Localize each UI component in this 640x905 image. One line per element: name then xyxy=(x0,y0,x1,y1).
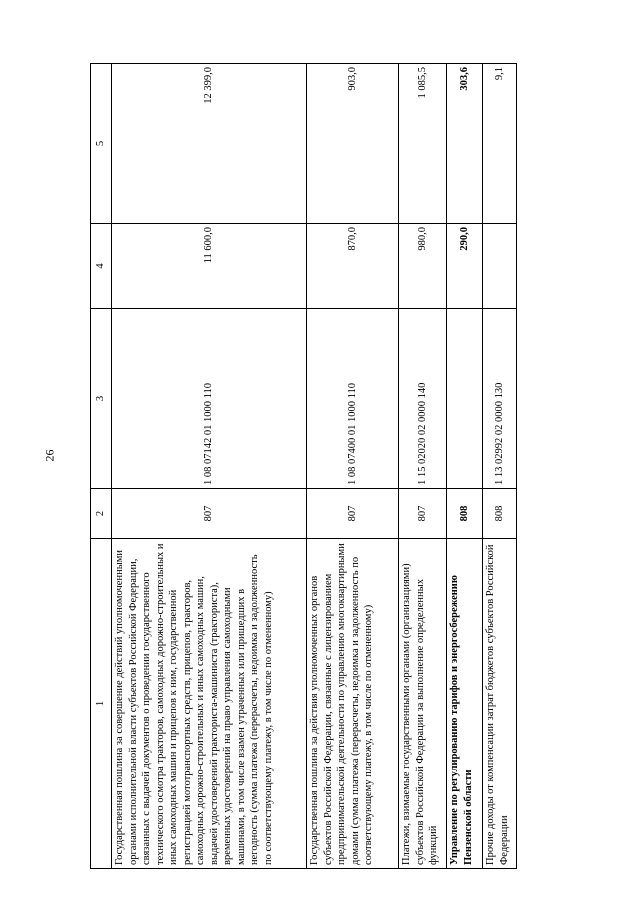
table-row xyxy=(399,64,447,869)
row-value-5: 9,1 xyxy=(483,64,517,224)
col-header-5: 5 xyxy=(91,64,112,224)
col-header-3: 3 xyxy=(91,309,112,489)
row-value-4: 290,0 xyxy=(447,224,483,309)
page-number: 26 xyxy=(42,449,57,462)
row-name: Прочие доходы от компенсации затрат бюджетов субъектов Российской Федерации xyxy=(483,539,517,869)
row-budget-code: 1 08 07400 01 1000 110 xyxy=(307,309,399,489)
row-admin-code: 807 xyxy=(112,489,307,539)
row-admin-code: 807 xyxy=(307,489,399,539)
row-budget-code: 1 13 02992 02 0000 130 xyxy=(483,309,517,489)
row-value-5: 303,6 xyxy=(447,64,483,224)
row-name: Государственная пошлина за действия уполномоченных органов субъектов Российской Федерации, связанные с лицензированием предпринимательской деятельности по управлению многоквартирными домами (сумма платежа (перерасчеты, недоимка и задолженность по соответствующему платежу, в том числе по отмененному) xyxy=(307,539,399,869)
row-admin-code: 808 xyxy=(483,489,517,539)
row-value-5: 1 085,5 xyxy=(399,64,447,224)
revenue-table xyxy=(90,63,517,869)
row-value-4: 980,0 xyxy=(399,224,447,309)
row-value-5: 903,0 xyxy=(307,64,399,224)
row-budget-code: 1 15 02020 02 0000 140 xyxy=(399,309,447,489)
row-budget-code: 1 08 07142 01 1000 110 xyxy=(112,309,307,489)
table-row xyxy=(483,64,517,869)
row-value-4 xyxy=(483,224,517,309)
table-row xyxy=(447,64,483,869)
row-name: Управление по регулированию тарифов и энергосбережению Пензенской области xyxy=(447,539,483,869)
header-row xyxy=(91,64,112,869)
row-budget-code xyxy=(447,309,483,489)
col-header-1: 1 xyxy=(91,539,112,869)
row-admin-code: 807 xyxy=(399,489,447,539)
row-name: Государственная пошлина за совершение действий уполномоченными органами исполнительной власти субъектов Российской Федерации, связанных с выдачей документов о проведении государственного технического осмотра тракторов, самоходных дорожно-строительных и иных самоходных машин и прицепов к ним, государственной регистрацией мототранспортных средств, прицепов, тракторов, самоходных дорожно-строительных и иных самоходных машин, выдачей удостоверений тракториста-машиниста (тракториста), временных удостоверений на право управления самоходными машинами, в том числе взамен утраченных или пришедших в негодность (сумма платежа (перерасчеты, недоимка и задолженность по соответствующему платежу, в том числе по отмененному) xyxy=(112,539,307,869)
row-name: Платежи, взимаемые государственными органами (организациями) субъектов Российской Федерации за выполнение определенных функций xyxy=(399,539,447,869)
col-header-2: 2 xyxy=(91,489,112,539)
col-header-4: 4 xyxy=(91,224,112,309)
row-value-4: 870,0 xyxy=(307,224,399,309)
row-value-4: 11 600,0 xyxy=(112,224,307,309)
table-row xyxy=(112,64,307,869)
row-admin-code: 808 xyxy=(447,489,483,539)
row-value-5: 12 399,0 xyxy=(112,64,307,224)
table-row xyxy=(307,64,399,869)
